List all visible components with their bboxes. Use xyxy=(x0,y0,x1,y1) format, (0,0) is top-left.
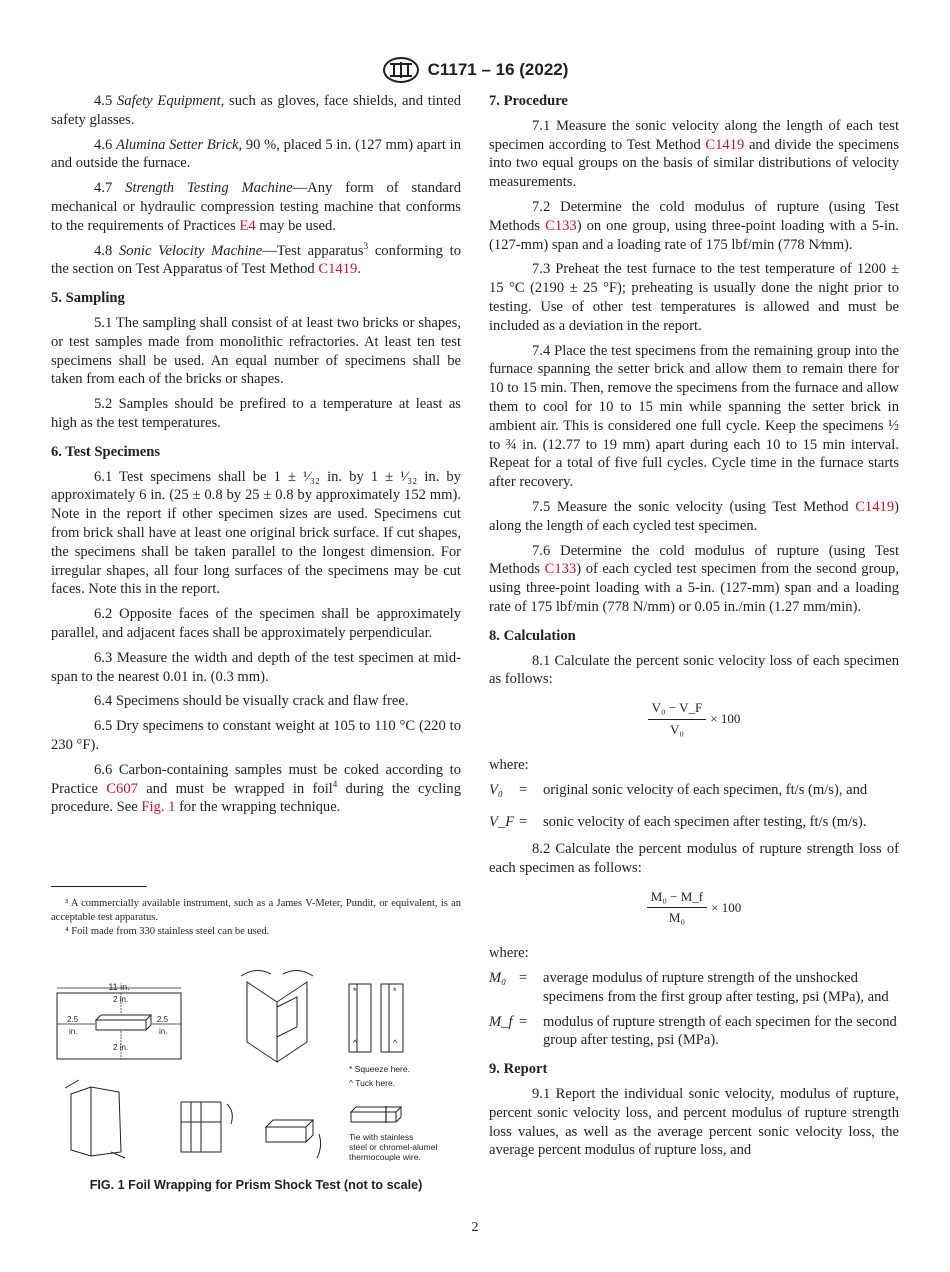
link-c133[interactable]: C133 xyxy=(544,561,577,578)
right-column xyxy=(489,92,899,1166)
formula-1-numerator: V₀ − V_F xyxy=(648,699,707,720)
svg-text:*: * xyxy=(393,986,397,996)
where-label-2: where: xyxy=(489,945,529,962)
note-tie-line-3: thermocouple wire. xyxy=(349,1152,421,1162)
para-6-4: 6.4 Specimens should be visually crack and flaw free. xyxy=(94,693,409,710)
para-6-5: 6.5 Dry specimens to constant weight at 105 to 110 °C (220 to 230 °F). xyxy=(51,718,461,753)
link-c1419[interactable]: C1419 xyxy=(705,136,745,153)
dim-left-unit: in. xyxy=(69,1027,78,1036)
formula-1-multiplier: × 100 xyxy=(710,711,741,726)
note-tuck: ^ Tuck here. xyxy=(349,1078,396,1088)
definition-v0: V₀ = original sonic velocity of each specimen, ft/s (m/s), and xyxy=(489,781,868,798)
para-6-3: 6.3 Measure the width and depth of the test specimen at mid-span to the nearest 0.01 in. (0.3 mm). xyxy=(51,649,461,685)
svg-text:^: ^ xyxy=(393,1038,398,1048)
section-heading-procedure: 7. Procedure xyxy=(489,93,568,109)
definition-m0: M₀ = average modulus of rupture strength of the unshocked specimens from the first group after testing, psi (MPa), and xyxy=(489,970,889,1005)
para-8-2: 8.2 Calculate the percent modulus of rupture strength loss of each specimen as follows: xyxy=(489,841,899,876)
note-tie-line-2: steel or chromel-alumel xyxy=(349,1142,438,1152)
footnotes xyxy=(51,886,461,939)
para-4-7: 4.7 Strength Testing Machine—Any form of standard mechanical or hydraulic compression testing machine that conforms to the requirements of Practices E4 may be used. xyxy=(51,180,461,234)
link-c607[interactable]: C607 xyxy=(106,780,138,797)
definitions-1 xyxy=(489,781,899,833)
para-7-4: 7.4 Place the test specimens from the remaining group into the furnace spanning the setter brick and allow them to remain there for 10 to 15 min. Then, remove the specimens from the furnace and allow them to cool for 10 to 15 min while spanning the setter brick in ambient air. This is considered one full cycle. Keep the specimens ½ to ¾ in. (12.77 to 19 mm) apart during each 10 to 15 min interval. Repeat for a total of five full cycles. Cycle time in the furnace starts after recovery. xyxy=(489,342,899,491)
para-6-1: 6.1 Test specimens shall be 1 ± ¹⁄₃₂ in. by 1 ± ¹⁄₃₂ in. by approximately 6 in. (25 ± 0.8 by 25 ± 0.8 by approximately 152 mm). Note in the report if other specimen sizes are used. Specimens cut from brick shall have at least one original brick surface. If cut shapes, the specimens shall be taken parallel to the longest dimension. For irregular shapes, all four long surfaces of the specimens may be cut faces. Note this in the report. xyxy=(51,468,461,598)
note-squeeze: * Squeeze here. xyxy=(349,1064,410,1074)
link-c1419[interactable]: C1419 xyxy=(318,261,358,278)
where-label-1: where: xyxy=(489,756,529,773)
para-4-5: 4.5 Safety Equipment, such as gloves, face shields, and tinted safety glasses. xyxy=(51,93,462,128)
foil-wrapping-diagram xyxy=(51,962,461,1162)
para-7-6: 7.6 Determine the cold modulus of rupture (using Test Methods C133) of each cycled test specimen from the second group, using three-point loading with a 5-in. (127-mm) span and a loading rate of 175 lbf/min (778 N/mm) or 0.05 in./min (1.27 mm/min). xyxy=(489,542,899,615)
left-column xyxy=(51,92,461,823)
para-7-2: 7.2 Determine the cold modulus of rupture (using Test Methods C133) on one group, using three-point loading with a 5-in. (127-mm) span and a loading rate of 175 lbf/min (778 N⁄mm). xyxy=(489,198,899,253)
definition-mf: M_f = modulus of rupture strength of each specimen for the second group after testing, psi (MPa). xyxy=(489,1013,897,1049)
astm-logo-icon xyxy=(382,56,420,84)
link-c133[interactable]: C133 xyxy=(545,217,577,234)
para-5-2: 5.2 Samples should be prefired to a temperature at least as high as the test temperatures. xyxy=(51,396,461,431)
figure-caption: FIG. 1 Foil Wrapping for Prism Shock Test (not to scale) xyxy=(89,1178,423,1192)
dim-right-value: 2.5 xyxy=(157,1015,169,1024)
formula-2-numerator: M₀ − M_f xyxy=(647,888,707,909)
svg-text:*: * xyxy=(353,986,357,996)
figure-1 xyxy=(51,962,461,1162)
para-5-1: 5.1 The sampling shall consist of at least two bricks or shapes, or test samples made from monolithic refractories. At least ten test specimens shall be used. An equal number of specimens shall be taken from each of the bricks or shapes. xyxy=(51,314,461,388)
section-heading-test-specimens: 6. Test Specimens xyxy=(51,443,161,460)
footnote-ref-3: 3 xyxy=(363,240,369,251)
formula-2-denominator: M₀ xyxy=(668,910,685,926)
dim-top-label: 2 in. xyxy=(113,995,129,1004)
para-6-6: 6.6 Carbon-containing samples must be coked according to Practice C607 and must be wrapped in foil$^4$ during the cycling procedure. See Fig. 1 for the wrapping technique. xyxy=(51,761,461,816)
standard-designation: C1171 – 16 (2022) xyxy=(427,60,569,79)
link-fig-1[interactable]: Fig. 1 xyxy=(141,799,176,816)
para-4-8: 4.8 Sonic Velocity Machine—Test apparatus$^3$ conforming to the section on Test Apparatus of Test Method C1419. xyxy=(51,240,462,278)
para-7-1: 7.1 Measure the sonic velocity along the length of each test specimen according to Test Method C1419 and divide the specimens into two equal groups on the basis of similar distributions of velocity measurements. xyxy=(489,117,899,191)
page-number: 2 xyxy=(471,1220,479,1235)
dim-length-label: 11 in. xyxy=(108,982,130,992)
section-heading-calculation: 8. Calculation xyxy=(489,627,576,644)
formula-velocity-loss xyxy=(489,699,899,740)
dim-left-value: 2.5 xyxy=(67,1015,79,1024)
formula-2-multiplier: × 100 xyxy=(711,899,742,915)
footnote-3: ³ A commercially available instrument, such as a James V-Meter, Pundit, or equivalent, is an acceptable test apparatus. xyxy=(51,898,461,923)
definitions-2 xyxy=(489,969,899,1050)
formula-strength-loss xyxy=(489,888,899,929)
definition-vf: V_F = sonic velocity of each specimen after testing, ft/s (m/s). xyxy=(489,814,867,831)
footnote-divider xyxy=(51,886,147,887)
dim-right-unit: in. xyxy=(159,1027,168,1036)
para-9-1: 9.1 Report the individual sonic velocity, modulus of rupture, percent sonic velocity loss, and percent modulus of rupture strength loss values, as well as the average percent sonic velocity loss, the average percent modulus of rupture loss, and xyxy=(489,1086,899,1159)
section-heading-report: 9. Report xyxy=(489,1061,548,1078)
para-4-6: 4.6 Alumina Setter Brick, 90 %, placed 5 in. (127 mm) apart in and outside the furnace. xyxy=(51,136,462,172)
svg-text:^: ^ xyxy=(353,1038,358,1048)
formula-1-denominator: V₀ xyxy=(669,721,684,737)
para-8-1: 8.1 Calculate the percent sonic velocity loss of each specimen as follows: xyxy=(489,652,899,688)
page-header xyxy=(0,56,950,84)
para-7-3: 7.3 Preheat the test furnace to the test temperature of 1200 ± 15 °C (2190 ± 25 °F); preheating is usually done the night prior to testing. Use of other test temperatures is allowed and must be included as a deviation in the report. xyxy=(489,261,899,334)
dim-bottom-label: 2 in. xyxy=(113,1043,129,1052)
para-7-5: 7.5 Measure the sonic velocity (using Test Method C1419) along the length of each cycled test specimen. xyxy=(489,498,899,534)
link-e4[interactable]: E4 xyxy=(239,217,256,234)
para-6-2: 6.2 Opposite faces of the specimen shall be approximately parallel, and adjacent faces shall be approximately perpendicular. xyxy=(51,606,461,641)
link-c1419[interactable]: C1419 xyxy=(855,498,895,515)
note-tie-line-1: Tie with stainless xyxy=(349,1132,414,1142)
footnote-4: ⁴ Foil made from 330 stainless steel can be used. xyxy=(65,926,270,937)
footnote-ref-4: 4 xyxy=(332,778,338,789)
section-heading-sampling: 5. Sampling xyxy=(51,290,125,307)
